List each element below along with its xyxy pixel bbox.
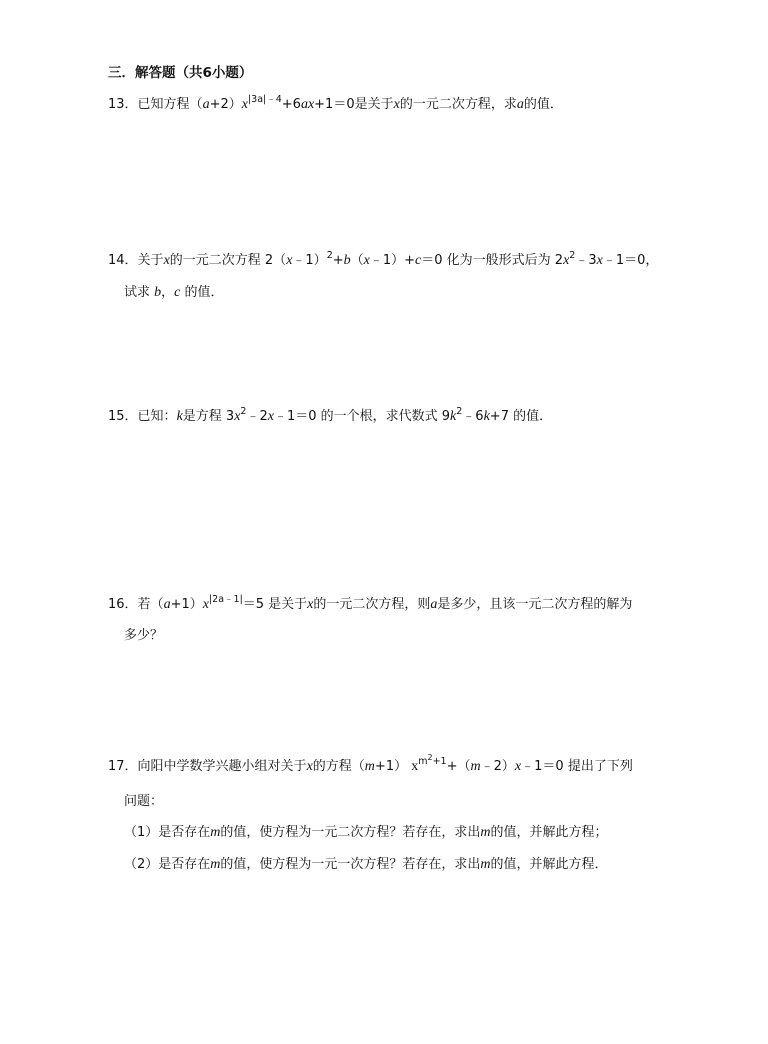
text: +7 的值． bbox=[489, 409, 553, 424]
question-17-line-2: 问题： bbox=[124, 794, 164, 809]
question-number: 15． bbox=[108, 409, 138, 424]
var-a: a bbox=[202, 97, 210, 112]
text: 的方程（ bbox=[312, 759, 365, 774]
text: +（ bbox=[446, 759, 471, 774]
question-number: 17． bbox=[108, 759, 138, 774]
text: （2）是否存在 bbox=[124, 857, 211, 872]
text: 是方程 3 bbox=[182, 409, 235, 424]
text: +6 bbox=[281, 97, 301, 112]
text: ﹣6 bbox=[462, 409, 484, 424]
text: ﹣2 bbox=[246, 409, 268, 424]
text: +1） bbox=[374, 759, 408, 774]
text: +1＝0是关于 bbox=[314, 97, 394, 112]
text: ﹣1＝0 的一个根，求代数式 9 bbox=[273, 409, 451, 424]
exponent: 2 bbox=[456, 406, 463, 417]
var-ax: ax bbox=[300, 97, 315, 112]
var-x: x bbox=[563, 253, 570, 268]
question-15 bbox=[108, 408, 552, 426]
var-x: x bbox=[241, 97, 248, 112]
exponent: |3a|﹣4 bbox=[247, 94, 282, 105]
var-m: m bbox=[470, 759, 481, 774]
var-x: x bbox=[596, 253, 603, 268]
question-14 bbox=[108, 252, 658, 270]
question-16 bbox=[108, 596, 632, 614]
text: 的值． bbox=[523, 97, 563, 112]
text: + bbox=[332, 253, 344, 268]
var-c: c bbox=[415, 253, 422, 268]
var-x: x bbox=[202, 597, 209, 612]
var-k: k bbox=[483, 409, 490, 424]
text: 的一元二次方程，则 bbox=[313, 597, 431, 612]
text: 的值． bbox=[180, 285, 224, 300]
var-m: m bbox=[210, 825, 221, 840]
var-x: x bbox=[514, 759, 522, 774]
question-14-line-2 bbox=[124, 284, 224, 302]
question-number: 13． bbox=[108, 97, 138, 112]
exponent: 2 bbox=[326, 250, 333, 261]
var-x: x bbox=[234, 409, 241, 424]
text: 试求 bbox=[124, 285, 155, 300]
var-x: x bbox=[286, 253, 293, 268]
var-x: x bbox=[267, 409, 274, 424]
exponent-plus-one: +1 bbox=[432, 756, 447, 767]
text: 的值，并解此方程． bbox=[490, 857, 608, 872]
var-b: b bbox=[343, 253, 351, 268]
var-x-power: x bbox=[411, 759, 419, 774]
var-a: a bbox=[163, 597, 171, 612]
text: 关于 bbox=[137, 253, 164, 268]
text: ﹣1）+ bbox=[369, 253, 416, 268]
var-m: m bbox=[364, 759, 375, 774]
text: +2） bbox=[209, 97, 242, 112]
exponent-m: m bbox=[418, 756, 428, 767]
text: 的值，使方程为一元二次方程？若存在，求出 bbox=[220, 825, 481, 840]
var-b: b bbox=[154, 285, 162, 300]
var-m: m bbox=[210, 857, 221, 872]
question-16-line-2: 多少？ bbox=[124, 628, 164, 643]
var-m: m bbox=[480, 825, 491, 840]
text: +1） bbox=[170, 597, 203, 612]
text: （ bbox=[350, 253, 364, 268]
text: ＝0 化为一般形式后为 2 bbox=[421, 253, 564, 268]
text: 的值，并解此方程； bbox=[490, 825, 608, 840]
exponent: 2 bbox=[569, 250, 576, 261]
question-number: 14． bbox=[108, 253, 138, 268]
text: ﹣3 bbox=[575, 253, 597, 268]
question-17-part-2 bbox=[124, 856, 608, 874]
text: （1）是否存在 bbox=[124, 825, 211, 840]
var-m: m bbox=[480, 857, 491, 872]
text: ＝5 是关于 bbox=[242, 597, 308, 612]
text: 的一元二次方程 2（ bbox=[169, 253, 287, 268]
var-x: x bbox=[363, 253, 370, 268]
text: ﹣2） bbox=[480, 759, 515, 774]
var-x: x bbox=[163, 253, 170, 268]
text: ﹣1＝0， bbox=[602, 253, 659, 268]
var-a: a bbox=[516, 97, 524, 112]
question-17-part-1 bbox=[124, 824, 608, 842]
question-17 bbox=[108, 753, 633, 776]
text: 向阳中学数学兴趣小组对关于 bbox=[137, 759, 307, 774]
text: ﹣1） bbox=[292, 253, 327, 268]
text: 若（ bbox=[137, 597, 164, 612]
text: 已知： bbox=[137, 409, 177, 424]
text: ﹣1＝0 提出了下列 bbox=[521, 759, 633, 774]
text: 是多少，且该一元二次方程的解为 bbox=[437, 597, 633, 612]
exponent bbox=[418, 753, 447, 767]
var-x: x bbox=[306, 759, 313, 774]
question-13 bbox=[108, 96, 563, 114]
exponent: |2a﹣1| bbox=[208, 594, 243, 605]
var-k: k bbox=[176, 409, 183, 424]
text: ， bbox=[161, 285, 175, 300]
text: 已知方程（ bbox=[137, 97, 203, 112]
section-heading: 三．解答题（共6小题） bbox=[108, 65, 253, 81]
exponent: 2 bbox=[240, 406, 247, 417]
text: 的值，使方程为一元一次方程？若存在，求出 bbox=[220, 857, 481, 872]
var-k: k bbox=[450, 409, 457, 424]
exponent-square: 2 bbox=[427, 753, 433, 762]
var-a: a bbox=[430, 597, 438, 612]
text: 的一元二次方程，求 bbox=[399, 97, 517, 112]
var-x: x bbox=[307, 597, 314, 612]
var-x: x bbox=[393, 97, 400, 112]
question-number: 16． bbox=[108, 597, 138, 612]
var-c: c bbox=[174, 285, 181, 300]
